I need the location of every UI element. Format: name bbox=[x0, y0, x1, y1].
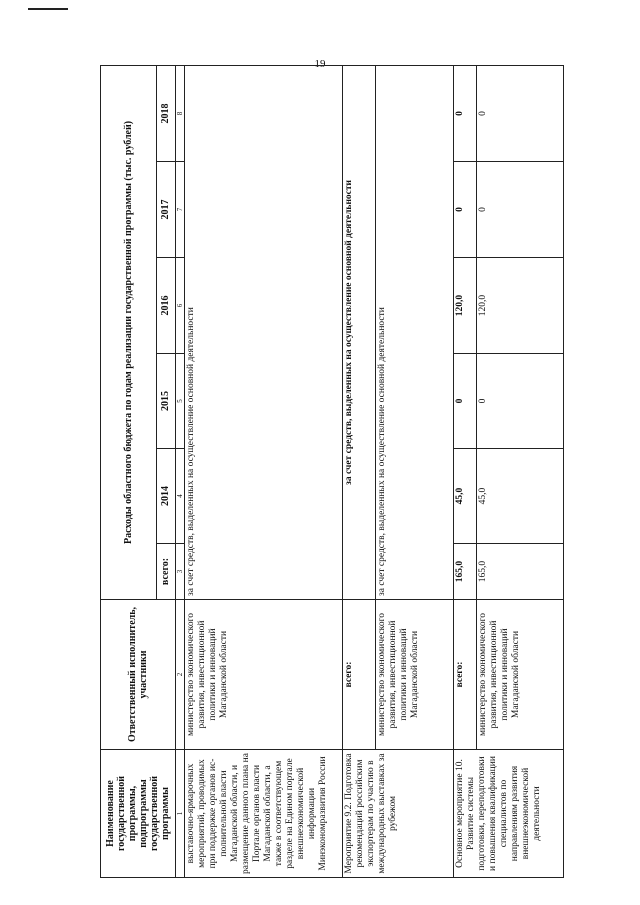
row3-name: Основное мероприятие 10. Развитие системы подготовки, переподготовки и повышения квалификации специалистов по направлениям развития внешнеэкономической деятельности bbox=[453, 750, 563, 878]
row3-value-2014: 45,0 bbox=[477, 449, 564, 544]
col-index-4: 4 bbox=[175, 449, 185, 544]
row1-name: выставочно-ярмарочных мероприятий, проводимых при поддержке органов ис-полнительной власти Магаданской области, и размещение данного плана на Портале органов власти Магаданской области, а также в соответствующем разделе на Едином портале внешнеэкономической информации Минэкономразвития России bbox=[185, 750, 343, 878]
page-number: 19 bbox=[314, 58, 326, 70]
header-executor: Ответственный исполнитель, участники bbox=[101, 600, 176, 750]
row3-total-2016: 120,0 bbox=[453, 258, 477, 354]
header-year-2018: 2018 bbox=[156, 65, 175, 161]
header-year-2016: 2016 bbox=[156, 258, 175, 354]
budget-table bbox=[100, 65, 564, 878]
col-index-5: 5 bbox=[175, 354, 185, 449]
col-index-8: 8 bbox=[175, 65, 185, 161]
budget-table-rotated bbox=[100, 66, 564, 878]
row3-total-2014: 45,0 bbox=[453, 449, 477, 544]
row3-value-2015: 0 bbox=[477, 354, 564, 449]
col-index-3: 3 bbox=[175, 544, 185, 600]
header-total: всего: bbox=[156, 544, 175, 600]
header-year-2015: 2015 bbox=[156, 354, 175, 449]
header-year-2017: 2017 bbox=[156, 162, 175, 258]
col-index-1: 1 bbox=[175, 750, 185, 878]
row2-executor: министерство экономического развития, инвестиционной политики и инноваций Магаданской области bbox=[375, 600, 453, 750]
row1-funding-note: за счет средств, выделенных на осуществление основной деятельности bbox=[185, 65, 343, 599]
header-year-2014: 2014 bbox=[156, 449, 175, 544]
col-index-2: 2 bbox=[175, 600, 185, 750]
row3-total-2017: 0 bbox=[453, 162, 477, 258]
row3-value-2016: 120,0 bbox=[477, 258, 564, 354]
scan-corner-mark bbox=[28, 8, 68, 10]
row3-total-all: 165,0 bbox=[453, 544, 477, 600]
row3-total-2015: 0 bbox=[453, 354, 477, 449]
row3-value-all: 165,0 bbox=[477, 544, 564, 600]
row3-total-2018: 0 bbox=[453, 65, 477, 161]
row2-total-label: всего: bbox=[343, 600, 375, 750]
row3-value-2018: 0 bbox=[477, 65, 564, 161]
row3-executor: министерство экономического развития, инвестиционной политики и инноваций Магаданской области bbox=[477, 600, 564, 750]
row2-funding-note: за счет средств, выделенных на осуществление основной деятельности bbox=[375, 65, 453, 599]
col-index-6: 6 bbox=[175, 258, 185, 354]
header-expenses: Расходы областного бюджета по годам реализации государственной программы (тыс. рублей) bbox=[101, 65, 157, 599]
header-program-name: Наименование государственной программы, подпрограммы государственной программы bbox=[101, 750, 176, 878]
row3-total-label: всего: bbox=[453, 600, 477, 750]
row2-name: Мероприятие 9.2. Подготовка рекомендаций российским экспортерам по участию в международных выставках за рубежом bbox=[343, 750, 453, 878]
row3-value-2017: 0 bbox=[477, 162, 564, 258]
row1-executor: министерство экономического развития, инвестиционной политики и инноваций Магаданской области bbox=[185, 600, 343, 750]
col-index-7: 7 bbox=[175, 162, 185, 258]
row2-funding-note-total: за счет средств, выделенных на осуществление основной деятельности bbox=[343, 65, 375, 599]
